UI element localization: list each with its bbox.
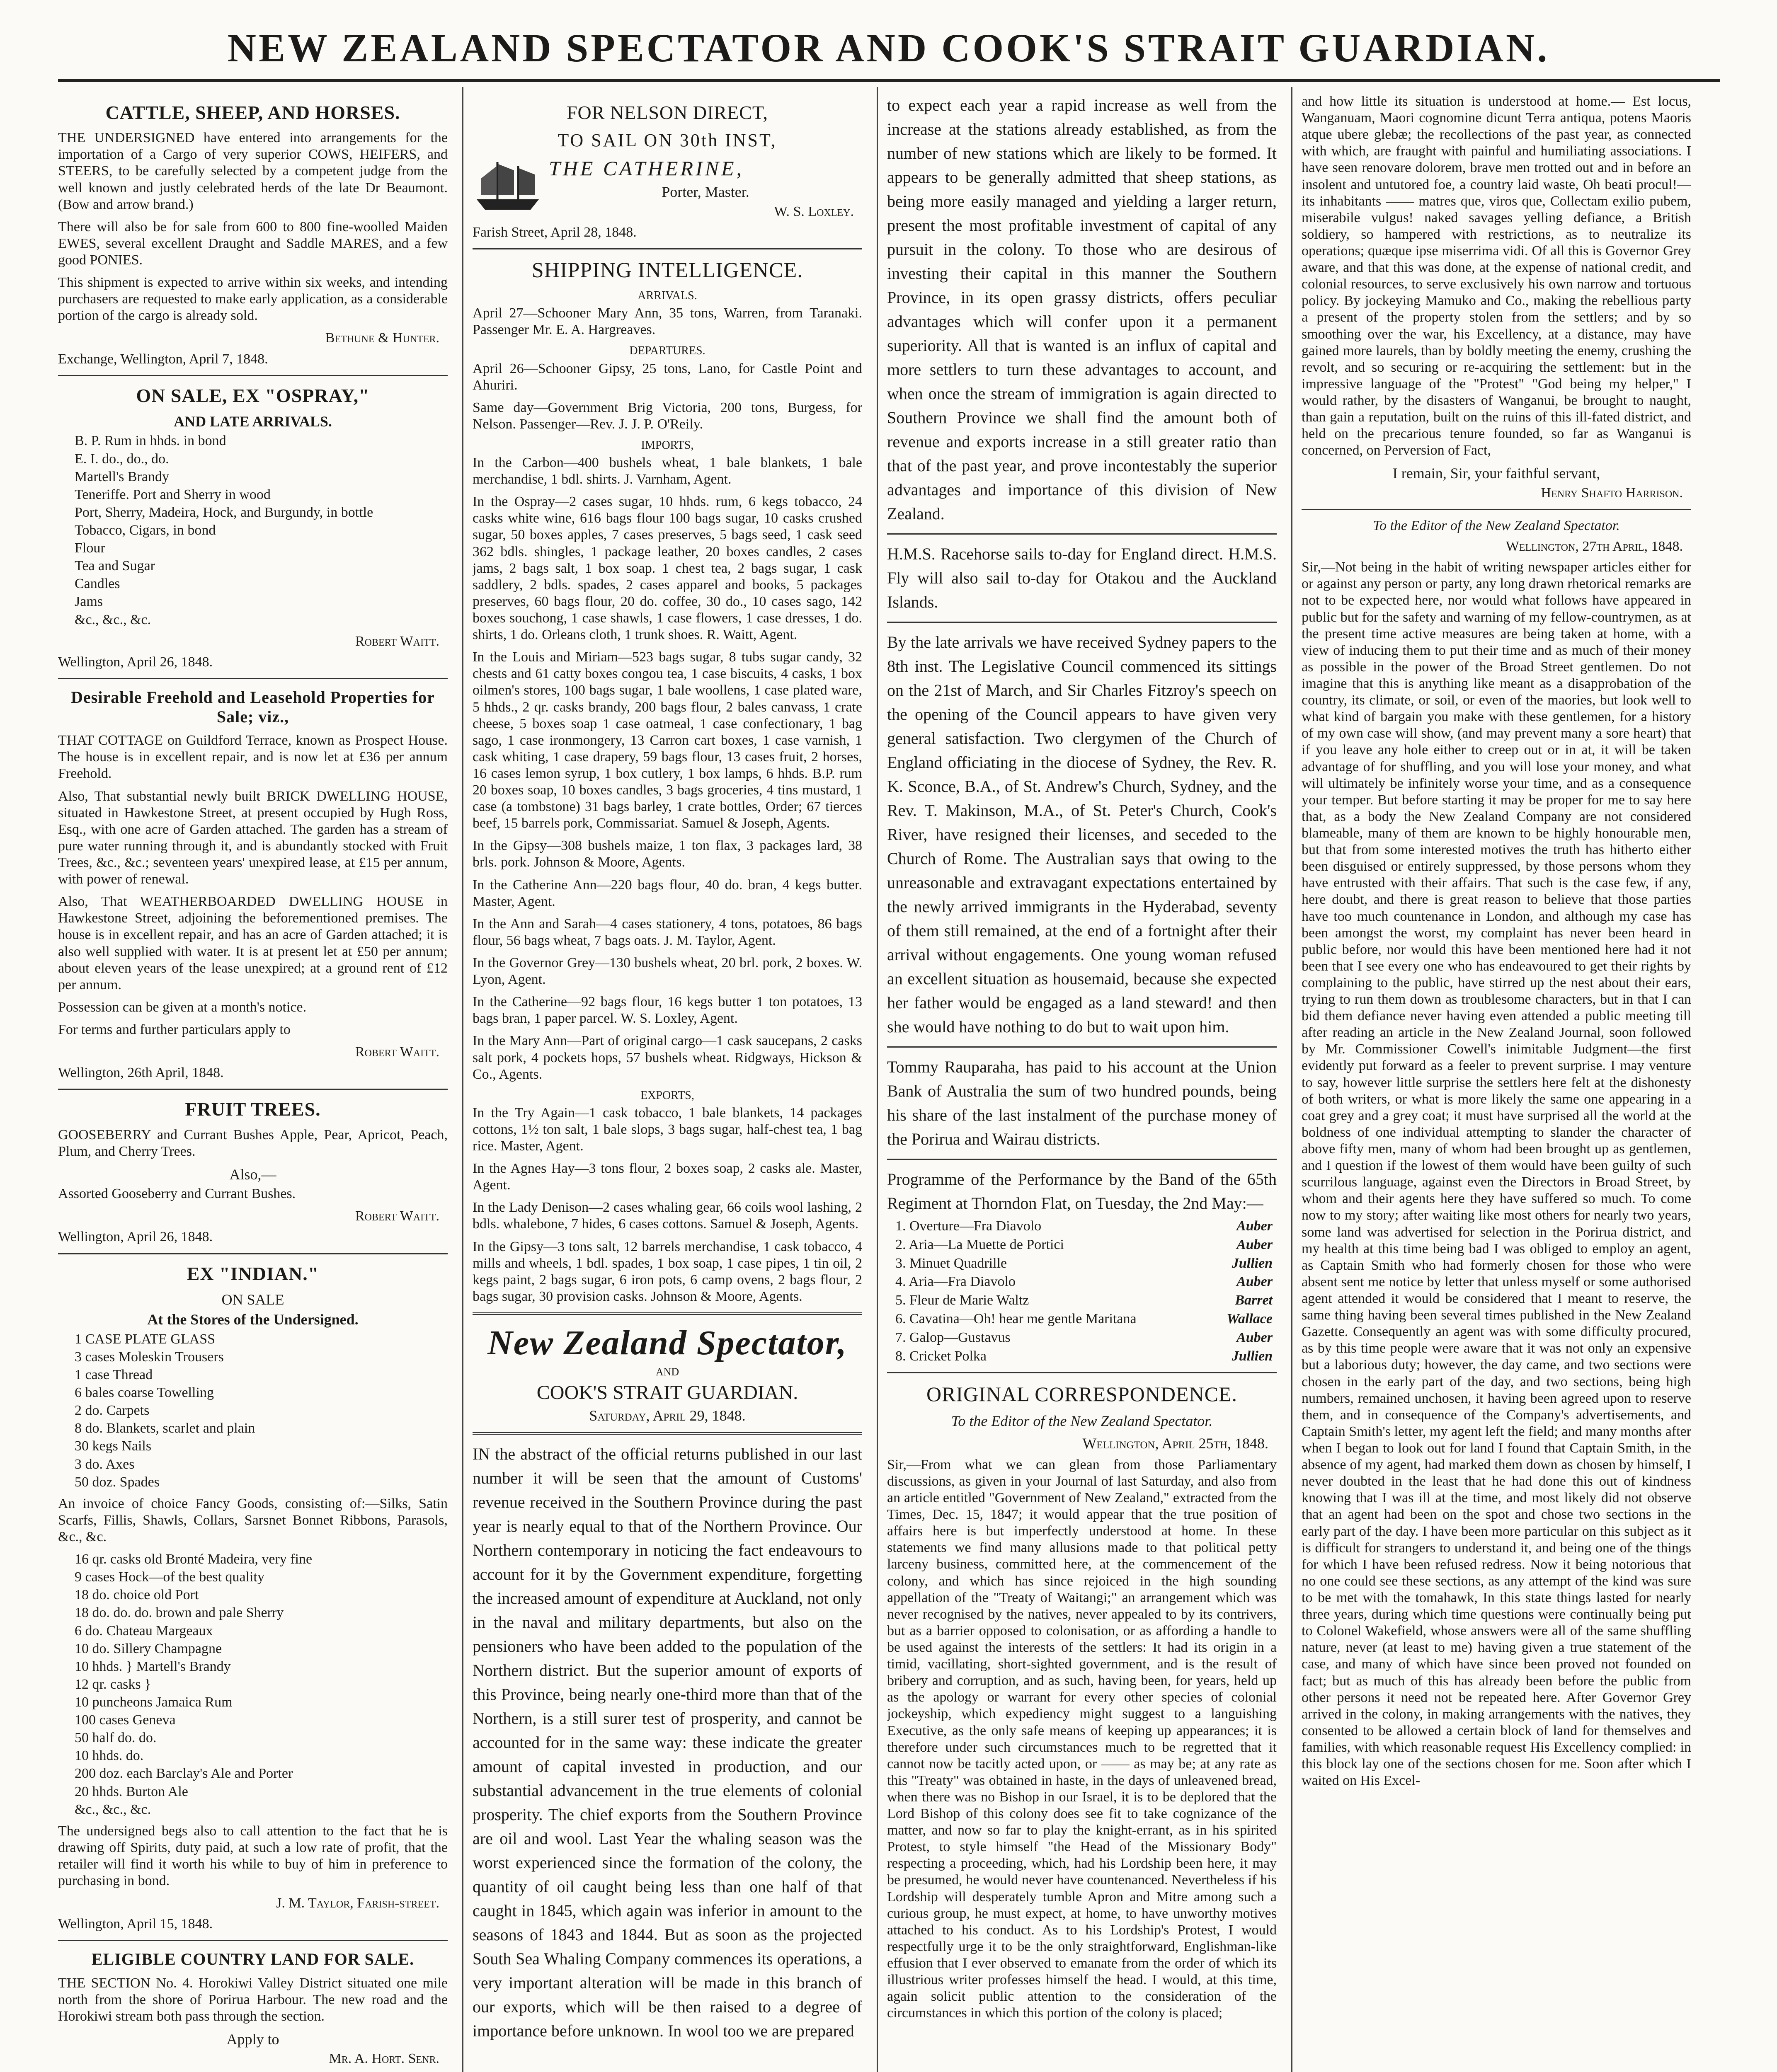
section-label: DEPARTURES.	[629, 344, 705, 358]
rule	[473, 1312, 862, 1315]
letter-body: Sir,—From what we can glean from those Parliamentary discussions, as given in your Journal of last Saturday, and also from an article entitled "Government of New Zealand," extracted from the Times, Dec. 15, 1847; it would appear that the true position of affairs here is but imperfectly understood at home. In these statements we find many allusions made to that political petty larceny business, committed here, at the commencement of the colony, and which has since rejoiced in the high sounding appellation of the "Treaty of Waitangi;" an arrangement which was never recognised by the natives, never appealed to by its contrivers, but as a barrier opposed to colonisation, or as affording a handle to be used against the interests of the settlers: It had its origin in a timid, vacillating, short-sighted government, and is the result of bribery and corruption, and as such, having been, for years, held up as the apology or warrant for every other species of colonial jockeyship, which expediency might suggest to a languishing Executive, as the only safe means of keeping up appearances; it is therefore under such circumstances much to be regretted that it cannot now be tacitly acted upon, or —— as may be; at any rate as this "Treaty" was obtained in haste, in the days of unleavened bread, when there was no Bishop in our Israel, it is to be deplored that the Lord Bishop of this colony does see fit to take cognizance of the matter, and now so far to play the knight-errant, as in his spirited Protest, to style himself "the Head of the Missionary Body" respecting a proceeding, which, had his Lordship been here, it may be presumed, he would never have countenanced. Nevertheless if his Lordship will desperately tumble Apron and Mitre among such a curious group, he must expect, at home, to have unworthy motives attached to his conduct. As to his Lordship's Protest, I would respectfully urge it to be the only straightforward, Englishman-like effusion that I ever observed to emanate from the order of which its illustrious writer professes himself the head. I would, at this time, again solicit public attention to the consideration of the circumstances in which this portion of the colony is placed;	[887, 1457, 1277, 2021]
list-item: Jams	[75, 594, 103, 610]
import-entry: In the Louis and Miriam—523 bags sugar, 8 tubs sugar candy, 32 chests and 61 catty boxes congou tea, 1 case biscuits, 4 casks, 1 box oilmen's stores, 100 bags sugar, 1 bale woollens, 1 case plated ware, 5 hhds., 2 qr. casks brandy, 200 bags flour, 2 bales canvass, 1 crate cheese, 5 boxes soap 1 case oatmeal, 1 case confectionary, 1 bag sago, 1 case ironmongery, 13 Carron cart boxes, 1 case varnish, 1 cask whiting, 1 case drapery, 59 bags flour, 13 cases fruit, 2 horses, 16 cases lemon syrup, 1 box cutlery, 1 box lamps, 6 hhds. B.P. rum 20 boxes soap, 10 boxes candles, 3 bags groceries, 4 tins mustard, 1 case (a tombstone) 31 bags barley, 1 crate bottles, Order; 67 tierces beef, 15 barrels pork, Commissariat. Samuel & Joseph, Agents.	[473, 649, 862, 831]
list-item: &c., &c., &c.	[75, 1801, 151, 1817]
ad-text: GOOSEBERRY and Currant Bushes Apple, Pear, Apricot, Peach, Plum, and Cherry Trees.	[58, 1127, 448, 1159]
ad-item-list	[75, 433, 448, 628]
ad-text: An invoice of choice Fancy Goods, consisting of:—Silks, Satin Scarfs, Fillis, Shawls, Collars, Sarsnet Bonnet Ribbons, Parasols, &c., &c.	[58, 1496, 448, 1544]
programme-row	[895, 1218, 1273, 1235]
rule	[473, 248, 862, 249]
list-item: 10 hhds. } Martell's Brandy	[75, 1658, 231, 1674]
ad-text: Possession can be given at a month's notice.	[58, 999, 307, 1015]
newspaper-nameplate: New Zealand Spectator,	[487, 1324, 847, 1363]
list-item: 100 cases Geneva	[75, 1712, 176, 1728]
ad-signature: Mr. A. Hort. Senr.	[329, 2051, 439, 2067]
list-item: Tea and Sugar	[75, 558, 155, 574]
rule	[887, 1159, 1277, 1160]
section-label: ARRIVALS.	[638, 289, 697, 303]
piece-name: 1. Overture—Fra Diavolo	[895, 1218, 1042, 1234]
list-item: Port, Sherry, Madeira, Hock, and Burgundy, in bottle	[75, 504, 373, 520]
import-entry: In the Ann and Sarah—4 cases stationery, 4 tons, potatoes, 86 bags flour, 56 bags wheat, 7 bags oats. J. M. Taylor, Agent.	[473, 916, 862, 948]
import-entry: In the Ospray—2 cases sugar, 10 hhds. rum, 6 kegs tobacco, 24 casks white wine, 616 bags flour 100 bags sugar, 10 casks crushed sugar, 50 boxes apples, 7 cases preserves, 5 bags seed, 1 cask seed 362 bdls. shingles, 1 package leather, 20 boxes candles, 2 cases jams, 2 bags salt, 1 box soap. 1 chest tea, 2 bags sugar, 1 cask saddlery, 2 bdls. spades, 2 cases apparel and books, 5 packages preserves, 60 bags flour, 20 do. coffee, 30 do., 10 cases sago, 142 boxes souchong, 1 case shawls, 1 case flowers, 1 case dresses, 1 do. shirts, 1 do. Orleans cloth, 1 trunk shoes. R. Waitt, Agent.	[473, 494, 862, 643]
column-2	[473, 93, 862, 2072]
list-item: 200 doz. each Barclay's Ale and Porter	[75, 1766, 293, 1782]
list-item: Flour	[75, 540, 105, 556]
list-item: B. P. Rum in hhds. in bond	[75, 433, 226, 449]
rule	[473, 1432, 862, 1435]
ad-subtitle: ON SALE	[221, 1291, 284, 1308]
ad-text: This shipment is expected to arrive within six weeks, and intending purchasers are requested to make early application, as a considerable portion of the cargo is already sold.	[58, 275, 448, 324]
list-item: 9 cases Hock—of the best quality	[75, 1569, 264, 1585]
ad-place: Wellington, April 26, 1848.	[58, 654, 213, 670]
list-item: 12 qr. casks }	[75, 1676, 151, 1692]
piece-name: 3. Minuet Quadrille	[895, 1255, 1007, 1271]
list-item: 1 CASE PLATE GLASS	[75, 1331, 216, 1347]
piece-name: 7. Galop—Gustavus	[895, 1329, 1011, 1345]
programme-row	[895, 1237, 1273, 1254]
shipping-entry: Same day—Government Brig Victoria, 200 tons, Burgess, for Nelson. Passenger—Rev. J. J. P. O'Reily.	[473, 399, 862, 432]
news-item-tommy: Tommy Rauparaha, has paid to his account at the Union Bank of Australia the sum of two hundred pounds, being his share of the last instalment of the purchase money of the Porirua and Wairau districts.	[887, 1058, 1277, 1148]
section-label: IMPORTS,	[641, 438, 694, 452]
news-item-sydney: By the late arrivals we have received Sydney papers to the 8th inst. The Legislative Council commenced its sittings on the 21st of March, and Sir Charles Fitzroy's speech on the opening of the Council appears to have given very general satisfaction. Two clergymen of the Church of England officiating in the diocese of Sydney, the Rev. R. K. Sconce, B.A., of St. Andrew's Church, Sydney, and the Rev. T. Makinson, M.A., of St. Peter's Church, Cook's River, have resigned their licenses, and seceded to the Church of Rome. The Australian says that owing to the unreasonable and extravagant expectations entertained by the newly arrived immigrants in the Hyderabad, seventy of them still remained, at the end of a fortnight after their arrival without engagements. One young woman refused an excellent situation as housemaid, because she expected her father would be engaged as a land steward! and then she would have nothing to do but to wait upon him.	[887, 633, 1277, 1036]
rule	[58, 1253, 448, 1254]
column-rule	[462, 87, 463, 2072]
column-rule	[877, 87, 878, 2072]
piece-name: 4. Aria—Fra Diavolo	[895, 1274, 1016, 1290]
ad-place: Wellington, April 26, 1848.	[58, 1229, 213, 1245]
ad-title-cattle: CATTLE, SHEEP, AND HORSES.	[105, 102, 400, 123]
letter-closing: I remain, Sir, your faithful servant,	[1392, 465, 1600, 482]
leader-article-continued: to expect each year a rapid increase as well from the increase at the stations already established, as from the number of new stations which are likely to be formed. It appears to be generally admitted that sheep stations, as being more easily managed and yielding a larger return, present the most profitable investment of capital of any pursuit in the colony. To those who are desirous of investing their capital in this manner the Southern Province, in its open grassy districts, offers peculiar advantages which will confer upon it a permanent superiority. All that is wanted is an influx of capital and more settlers to turn these advantages to account, and when once the stream of immigration is again directed to Southern Province we shall find the amount both of revenue and exports increase in a still greater ratio than that of the past year, and prove incontestably the superior advantages and importance of this division of New Zealand.	[887, 96, 1277, 523]
ad-text: Assorted Gooseberry and Currant Bushes.	[58, 1186, 296, 1202]
ad-signature: W. S. Loxley.	[774, 203, 854, 219]
ad-text: Apply to	[226, 2031, 279, 2048]
composer: Auber	[1236, 1237, 1273, 1252]
rule	[58, 1940, 448, 1941]
ship-icon	[473, 154, 543, 216]
shipping-title: SHIPPING INTELLIGENCE.	[531, 258, 803, 282]
rule	[887, 1046, 1277, 1048]
ship-ad	[473, 154, 862, 224]
list-item: 10 do. Sillery Champagne	[75, 1641, 222, 1656]
ad-place: Exchange, Wellington, April 7, 1848.	[58, 351, 268, 367]
composer: Jullien	[1232, 1348, 1273, 1364]
column-3	[887, 93, 1277, 2072]
composer: Wallace	[1227, 1311, 1273, 1326]
list-item: 18 do. choice old Port	[75, 1587, 199, 1603]
composer: Auber	[1236, 1218, 1273, 1234]
ship-master: Porter, Master.	[662, 184, 749, 201]
import-entry: In the Governor Grey—130 bushels wheat, 20 brl. pork, 2 boxes. W. Lyon, Agent.	[473, 955, 862, 988]
list-item: 10 hhds. do.	[75, 1748, 144, 1764]
issue-date: Saturday, April 29, 1848.	[589, 1407, 746, 1424]
news-item-hms: H.M.S. Racehorse sails to-day for England direct. H.M.S. Fly will also sail to-day for Otakou and the Auckland Islands.	[887, 545, 1277, 611]
leader-article: IN the abstract of the official returns published in our last number it will be seen that the amount of Customs' revenue received in the Southern Province during the past year is nearly equal to that of the Northern Province. Our Northern contemporary in noticing the fact endeavours to account for it by the Government expenditure, forgetting the increased amount of expenditure at Auckland, not only in the naval and military departments, but also on the pensioners who have been added to the population of the Northern district. But the superior amount of exports of this Province, being nearly one-third more than that of the Northern, is a still surer test of prosperity, and cannot be accounted for in the same way: these indicate the greater amount of capital invested in production, and our substantial advancement in the true elements of colonial prosperity. The chief exports from the Southern Province are oil and wool. Last Year the whaling season was the worst experienced since the formation of the colony, the quantity of oil caught being less than one half of that caught in 1845, which again was inferior in amount to the seasons of 1843 and 1844. But as soon as the projected South Sea Whaling Company commences its operations, a very important alteration will be made in this branch of our exports, which will be then raised to a degree of importance before unknown. In wool too we are prepared	[473, 1444, 862, 2040]
letter-addressee: To the Editor of the New Zealand Spectator.	[1373, 518, 1620, 533]
programme-row	[895, 1273, 1273, 1290]
ad-text: For terms and further particulars apply to	[58, 1021, 291, 1037]
shipping-entry: April 27—Schooner Mary Ann, 35 tons, Warren, from Taranaki. Passenger Mr. E. A. Hargreaves.	[473, 305, 862, 338]
list-item: 50 half do. do.	[75, 1730, 157, 1746]
list-item: 3 do. Axes	[75, 1456, 135, 1472]
rule	[1302, 509, 1691, 510]
rule	[58, 678, 448, 679]
list-item: 8 do. Blankets, scarlet and plain	[75, 1421, 255, 1436]
ad-signature: J. M. Taylor, Farish-street.	[276, 1895, 439, 1911]
programme-row	[895, 1255, 1273, 1272]
ad-title-freehold: Desirable Freehold and Leasehold Properties for Sale; viz.,	[71, 687, 435, 726]
shipping-entry: April 26—Schooner Gipsy, 25 tons, Lano, for Castle Point and Ahuriri.	[473, 361, 862, 393]
ad-title-ospray: ON SALE, EX "OSPRAY,"	[136, 385, 370, 406]
export-entry: In the Lady Denison—2 cases whaling gear, 66 coils wool lashing, 2 bdls. whalebone, 7 hides, 6 cases cottons. Samuel & Joseph, Agents.	[473, 1200, 862, 1232]
programme-row	[895, 1348, 1273, 1365]
letter-body: Sir,—Not being in the habit of writing newspaper articles either for or against any person or party, any long drawn rhetorical remarks are not to be expected here, nor would what follows have appeared in public but for the safety and warning of my fellow-countrymen, as at the present time active measures are being taken at home, with a view of inducing them to put their time and as much of their money as possible in the power of the Broad Street gentlemen. Do not imagine that this is anything like meant as a disapprobation of the country, its climate, or soil, or even of the maories, but look well to what kind of bargain you make with these gentlemen, for a history of my own case will show, (and may prevent many a sore heart) that if you leave any hole either to creep out or in at, it will be taken advantage of for shuffling, and you will lose your money, and what will ultimately be infinitely worse your time, and as a consequence your temper. But before starting it may be proper for me to say here that, as a body the New Zealand Company are not considered blameable, many of them are known to be highly honourable men, but that from some interested motives the truth has hitherto either been disguised or entirely suppressed, by those persons whom they have entrusted with their affairs. That such is the case few, if any, here doubt, and there is great reason to believe that those parties have too much countenance in London, and although my case has been amongst the worst, my complaint has never been heard in public before, nor would this have been mentioned here had it not been that I see every one who has endeavoured to get their rights by complaining to the public, have stirred up the nest about their ears, trying to run them down as troublesome characters, but in that I can bid them defiance never having even attended a public meeting till after reading an article in the New Zealand Journal, soon followed by Mr. Commissioner Cowell's inimitable Judgment—the first evidently put forward as a feeler to prevent surprise. I may venture to say, however little surprise the settlers here felt at the dishonesty of both writers, or what is more likely the same one appearing in a coat grey and a grey coat; it must have surprised all the world at the boldness of one individual attempting to slander the character of above fifty men, many of whom had been brought up as gentlemen, and I question if the lowest of them would have been guilty of such scurrilous language, against even the Directors in Broad Street, by whom and their agents here they have suffered so much. To come now to my story; after waiting like most others for nearly two years, some land was advertised for selection in the Porirua district, and my health at this time being bad I was obliged to employ an agent, as Captain Smith who had formerly chosen for those who were absent sent me notice by letter that unless myself or some authorised agent attended it would be considered that I meant to reserve, the same thing having been several times published in the New Zealand Gazette. Consequently an agent was with some difficulty procured, as by this time people were aware that it was not only an expensive but a laborious duty; however, the day came, and two sections were chosen in the early part of the day, and two sections, being high numbers, remained unchosen, it having been agreed upon to reserve them, and in consequence of the Company's advertisements, and Captain Smith's letter, my agent left the field; and many months after when I began to look out for land I found that Captain Smith, in the absence of my agent, had marked them down as chosen by himself, I never doubted in the least that he had done this out of kindness knowing that I was ill at the time, and most likely did not observe that an agent had been on the spot and chose two sections in the early part of the day. I have been more particular on this subject as it is difficult for strangers to understand it, and being one of the things for which I have been refused redress. Now it being notorious that no one could see these sections, as any attempt of the kind was sure to be met with the tomahawk, In this state things lasted for nearly three years, during which time questions were continually being put to Colonel Wakefield, whose answers were all of the same shuffling nature, never (at least to me) having given a true statement of the case, and many of which have since been proved not founded on fact; but as much of this has already been before the public from other persons it need not be repeated here. After Governor Grey arrived in the colony, in making arrangements with the natives, they consented to be allowed a certain block of land for themselves and families, with which reasonable request His Excellency complied: in this block lay one of the sections chosen for me. Soon after which I waited on His Excel-	[1302, 559, 1691, 1789]
letter-date: Wellington, 27th April, 1848.	[1505, 539, 1683, 554]
ad-text: THE SECTION No. 4. Horokiwi Valley District situated one mile north from the shore of Porirua Harbour. The new road and the Horokiwi stream both pass through the section.	[58, 1975, 448, 2024]
ad-subtitle: AND LATE ARRIVALS.	[174, 413, 332, 430]
piece-name: 8. Cricket Polka	[895, 1348, 987, 1364]
nameplate-and: AND	[655, 1366, 679, 1378]
ad-title-fruit: FRUIT TREES.	[185, 1099, 321, 1120]
list-item: 2 do. Carpets	[75, 1403, 150, 1418]
list-item: 20 hhds. Burton Ale	[75, 1784, 188, 1799]
letter-body-continued: and how little its situation is understood at home.— Est locus, Wanganuam, Maori cognomine dicunt Terra antiqua, potens Maoris atque ubere glebæ; the recollections of the past year, as connected with which, are fraught with painful and humiliating associations. I have seen renovare dolorem, brave men trotted out and in before an insolent and untutored foe, a country laid waste, Oh beati procul!—its inhabitants —— matres que, viros que, Collectam exilio pubem, miserabile vulgus! naked savages yelling defiance, a British soldiery, so hampered with restrictions, as to neutralize its operations; quæque ipse miserrima vidi. Of all this is Governor Grey aware, and that this was done, at the expense of national credit, and colonial resources, to serve exclusively his own narrow and tortuous policy. By jockeying Mamuko and Co., making the rebellious party a present of the property stolen from the settlers; and by so smoothing over the war, his Excellency, at a distance, may have gained more laurels, than by boldly meeting the enemy, crushing the revolt, and so securing or re-acquiring the settlement: but in the impressive language of the "Protest" "God being my helper," I would rather, by the disasters of Wanganui, be brought to naught, than gain a reputation, built on the ruins of this ill-fated district, and held on the precarious tenure founded, so far as Wanganui is concerned, on Perversion of Fact,	[1302, 94, 1691, 458]
export-entry: In the Gipsy—3 tons salt, 12 barrels merchandise, 1 cask tobacco, 4 mills and wheels, 1 bdl. spades, 1 box soap, 1 case pipes, 1 tin oil, 2 kegs paint, 2 bags sugar, 6 iron pots, 6 camp ovens, 2 bags flour, 2 bags sugar, 30 provision casks. Johnson & Moore, Agents.	[473, 1239, 862, 1304]
ad-place: Farish Street, April 28, 1848.	[473, 224, 637, 240]
import-entry: In the Mary Ann—Part of original cargo—1 cask saucepans, 2 casks salt pork, 4 pockets hops, 57 bushels wheat. Ridgways, Hickson & Co., Agents.	[473, 1033, 862, 1082]
list-item: 18 do. do. do. brown and pale Sherry	[75, 1605, 284, 1621]
piece-name: 2. Aria—La Muette de Portici	[895, 1237, 1064, 1252]
import-entry: In the Catherine Ann—220 bags flour, 40 do. bran, 4 kegs butter. Master, Agent.	[473, 877, 862, 909]
list-item: E. I. do., do., do.	[75, 451, 169, 467]
section-title-correspondence: ORIGINAL CORRESPONDENCE.	[926, 1382, 1237, 1406]
list-item: 6 do. Chateau Margeaux	[75, 1623, 213, 1639]
programme-row	[895, 1292, 1273, 1309]
composer: Jullien	[1232, 1255, 1273, 1271]
ad-signature: Robert Waitt.	[355, 1208, 439, 1224]
import-entry: In the Carbon—400 bushels wheat, 1 bale blankets, 1 bale merchandise, 1 bdl. shirts. J. Varnham, Agent.	[473, 455, 862, 487]
ad-place: Wellington, April 15, 1848.	[58, 1916, 213, 1932]
programme-row	[895, 1311, 1273, 1328]
piece-name: 5. Fleur de Marie Waltz	[895, 1293, 1029, 1308]
rule	[887, 1372, 1277, 1373]
ad-title-nelson: FOR NELSON DIRECT,	[566, 102, 768, 123]
ad-subtitle: TO SAIL ON 30th INST,	[558, 130, 777, 151]
ad-title-indian: EX "INDIAN."	[187, 1263, 319, 1284]
ad-text: THAT COTTAGE on Guildford Terrace, known as Prospect House. The house is in excellent repair, and is now let at £36 per annum Freehold.	[58, 733, 448, 782]
ad-item-list	[75, 1331, 448, 1491]
ad-text: The undersigned begs also to call attention to the fact that he is drawing off Spirits, duty paid, at such a low rate of profit, that the retailer will find it worth his while to buy of him in preference to purchasing in bond.	[58, 1823, 448, 1889]
rule	[58, 1089, 448, 1090]
ad-subtitle: At the Stores of the Undersigned.	[147, 1311, 359, 1328]
letter-date: Wellington, April 25th, 1848.	[1082, 1435, 1268, 1452]
list-item: 10 puncheons Jamaica Rum	[75, 1694, 233, 1710]
programme-row	[895, 1329, 1273, 1346]
masthead: NEW ZEALAND SPECTATOR AND COOK'S STRAIT GUARDIAN.	[227, 26, 1550, 70]
list-item: 50 doz. Spades	[75, 1474, 160, 1490]
programme-list	[895, 1218, 1273, 1365]
ad-signature: Bethune & Hunter.	[325, 330, 439, 346]
ad-text: Also, That WEATHERBOARDED DWELLING HOUSE in Hawkestone Street, adjoining the beforementioned premises. The house is in excellent repair, and has an acre of Garden attached; it is also well supplied with water. It is at present let at £50 per annum; about eleven years of the lease unexpired; at a ground rent of £12 per annum.	[58, 894, 448, 992]
list-item: 30 kegs Nails	[75, 1438, 152, 1454]
list-item: 1 case Thread	[75, 1367, 153, 1382]
letter-addressee: To the Editor of the New Zealand Spectator.	[951, 1413, 1213, 1430]
column-rule	[1291, 87, 1292, 2072]
rule	[887, 533, 1277, 535]
list-item: Candles	[75, 576, 120, 592]
ad-item-list	[75, 1551, 448, 1818]
ad-text: THE UNDERSIGNED have entered into arrangements for the importation of a Cargo of very superior COWS, HEIFERS, and STEERS, to be carefully selected by a competent judge from the well known and justly celebrated herds of the late Dr Beaumont. (Bow and arrow brand.)	[58, 130, 448, 212]
rule	[887, 622, 1277, 623]
composer: Auber	[1236, 1274, 1273, 1290]
composer: Barret	[1235, 1293, 1273, 1308]
nameplate-subtitle: COOK'S STRAIT GUARDIAN.	[536, 1381, 798, 1404]
list-item: Martell's Brandy	[75, 469, 170, 484]
export-entry: In the Try Again—1 cask tobacco, 1 bale blankets, 14 packages cottons, 1½ ton salt, 1 bale slops, 3 bags sugar, half-chest tea, 1 bag rice. Master, Agent.	[473, 1105, 862, 1154]
ship-name: THE CATHERINE,	[549, 157, 744, 180]
list-item: 6 bales coarse Towelling	[75, 1385, 214, 1401]
ad-text: There will also be for sale from 600 to 800 fine-woolled Maiden EWES, several excellent Draught and Saddle MARES, and a few good PONIES.	[58, 219, 448, 268]
list-item: 3 cases Moleskin Trousers	[75, 1349, 224, 1365]
column-1	[58, 93, 448, 2072]
ad-text: Also, That substantial newly built BRICK DWELLING HOUSE, situated in Hawkestone Street, at present occupied by Hugh Ross, Esq., with one acre of Garden attached. The garden has a stream of pure water running through it, and is abundantly stocked with Fruit Trees, &c., &c.; seventeen years' unexpired lease, at £15 per annum, with power of renewal.	[58, 788, 448, 887]
ad-title-eligible: ELIGIBLE COUNTRY LAND FOR SALE.	[91, 1950, 415, 1969]
list-item: 16 qr. casks old Bronté Madeira, very fine	[75, 1552, 313, 1567]
list-item: Teneriffe. Port and Sherry in wood	[75, 487, 271, 502]
ad-text: Also,—	[229, 1166, 276, 1183]
ad-signature: Robert Waitt.	[355, 633, 439, 649]
list-item: &c., &c., &c.	[75, 612, 151, 627]
letter-signature: Henry Shafto Harrison.	[1541, 485, 1683, 501]
ad-signature: Robert Waitt.	[355, 1044, 439, 1060]
rule	[58, 375, 448, 376]
column-4	[1302, 93, 1691, 2072]
piece-name: 6. Cavatina—Oh! hear me gentle Maritana	[895, 1311, 1137, 1326]
masthead-rule	[58, 79, 1720, 82]
ad-place: Wellington, 26th April, 1848.	[58, 1065, 224, 1081]
composer: Auber	[1236, 1329, 1273, 1345]
import-entry: In the Catherine—92 bags flour, 16 kegs butter 1 ton potatoes, 13 bags bran, 1 paper parcel. W. S. Loxley, Agent.	[473, 994, 862, 1026]
export-entry: In the Agnes Hay—3 tons flour, 2 boxes soap, 2 casks ale. Master, Agent.	[473, 1161, 862, 1193]
news-item-programme: Programme of the Performance by the Band of the 65th Regiment at Thorndon Flat, on Tuesday, the 2nd May:—	[887, 1170, 1277, 1213]
section-label: EXPORTS,	[640, 1089, 694, 1102]
list-item: Tobacco, Cigars, in bond	[75, 522, 216, 538]
import-entry: In the Gipsy—308 bushels maize, 1 ton flax, 3 packages lard, 38 brls. pork. Johnson & Moore, Agents.	[473, 838, 862, 870]
